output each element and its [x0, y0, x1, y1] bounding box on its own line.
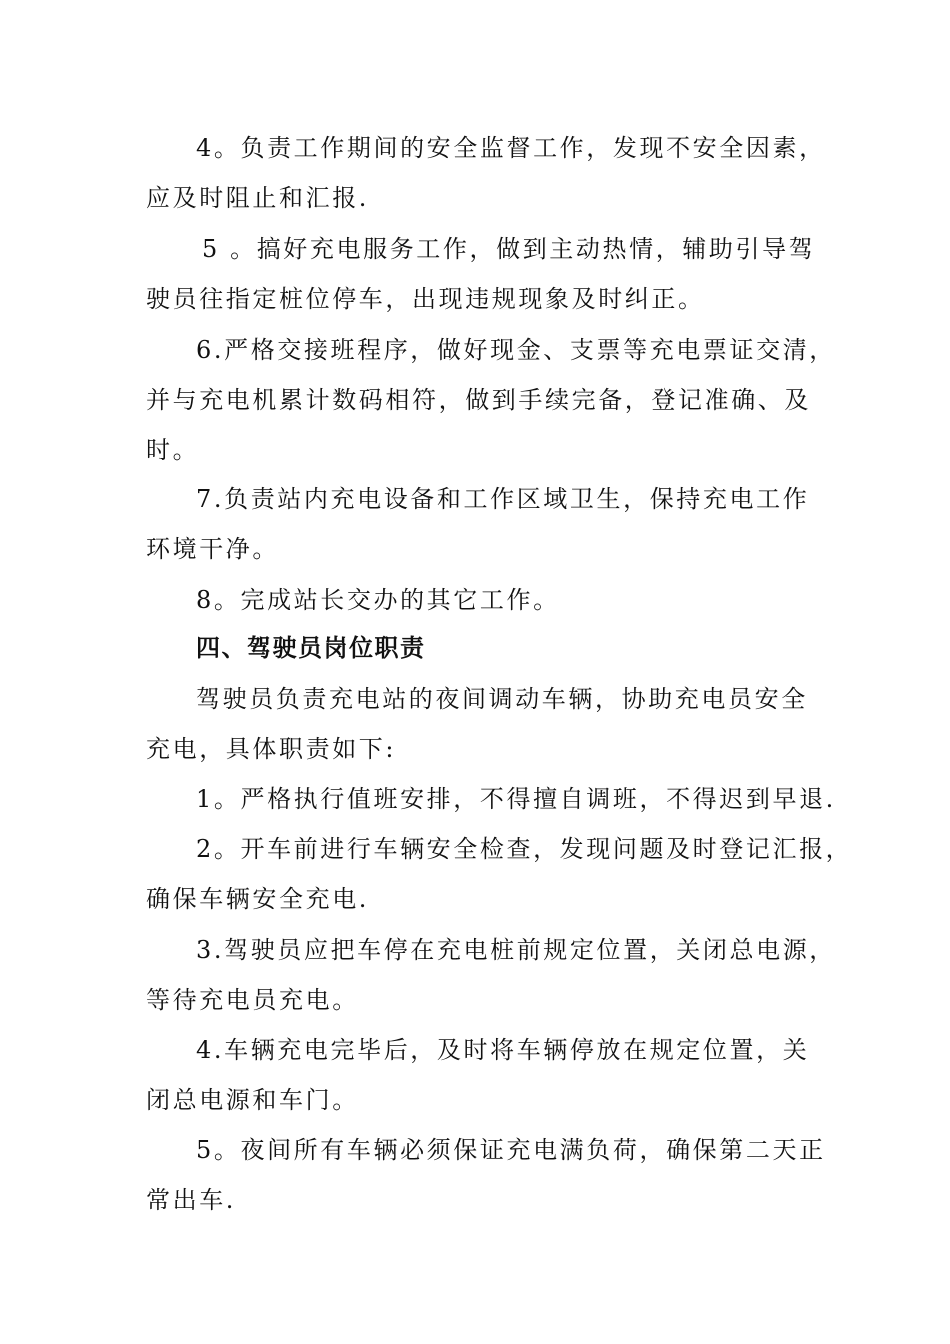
duty-2-line-1: 2。开车前进行车辆安全检查，发现问题及时登记汇报，: [196, 835, 853, 863]
duty-5-line-2: 常出车.: [146, 1186, 237, 1214]
item-7-line-2: 环境干净。: [146, 535, 279, 563]
intro-line-2: 充电，具体职责如下:: [146, 735, 397, 763]
duty-1-line-1: 1。严格执行值班安排，不得擅自调班，不得迟到早退.: [196, 785, 836, 813]
item-7-line-1: 7.负责站内充电设备和工作区域卫生，保持充电工作: [196, 485, 810, 513]
item-6-line-1: 6.严格交接班程序，做好现金、支票等充电票证交清，: [196, 336, 836, 364]
section-heading: 四、驾驶员岗位职责: [196, 634, 426, 662]
duty-3-line-2: 等待充电员充电。: [146, 986, 359, 1014]
item-6-line-2: 并与充电机累计数码相符，做到手续完备，登记准确、及: [146, 386, 811, 414]
item-4-line-1: 4。负责工作期间的安全监督工作，发现不安全因素，: [196, 134, 826, 162]
item-6-line-3: 时。: [146, 436, 200, 464]
item-8-line-1: 8。完成站长交办的其它工作。: [196, 586, 560, 614]
intro-line-1: 驾驶员负责充电站的夜间调动车辆，协助充电员安全: [196, 685, 808, 713]
item-5-line-2: 驶员往指定桩位停车，出现违规现象及时纠正。: [146, 285, 705, 313]
item-5-line-1: 5 。搞好充电服务工作，做到主动热情，辅助引导驾: [202, 235, 816, 263]
duty-2-line-2: 确保车辆安全充电.: [146, 885, 370, 913]
duty-3-line-1: 3.驾驶员应把车停在充电桩前规定位置，关闭总电源，: [196, 936, 836, 964]
duty-4-line-2: 闭总电源和车门。: [146, 1086, 359, 1114]
duty-5-line-1: 5。夜间所有车辆必须保证充电满负荷，确保第二天正: [196, 1136, 826, 1164]
item-4-line-2: 应及时阻止和汇报.: [146, 184, 370, 212]
duty-4-line-1: 4.车辆充电完毕后，及时将车辆停放在规定位置，关: [196, 1036, 810, 1064]
